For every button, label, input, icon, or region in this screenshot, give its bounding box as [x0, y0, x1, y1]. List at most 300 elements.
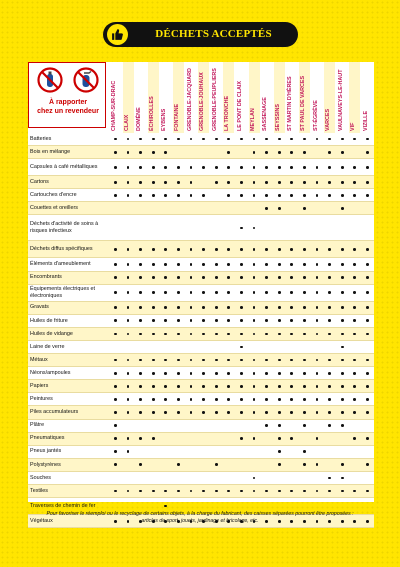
accepted-dot — [177, 194, 180, 197]
accepted-dot — [127, 248, 130, 251]
accepted-dot — [164, 151, 167, 154]
accepted-dot — [127, 291, 130, 294]
accepted-dot — [227, 263, 230, 266]
accepted-dot — [215, 248, 218, 251]
accepted-dot — [341, 181, 344, 184]
accepted-dot — [303, 385, 306, 388]
waste-label: Papiers — [30, 383, 49, 390]
accepted-dot — [341, 346, 344, 349]
accepted-dot — [127, 385, 130, 388]
accepted-dot — [278, 276, 281, 279]
accepted-dot — [265, 424, 268, 427]
accepted-dot — [278, 424, 281, 427]
accepted-dot — [341, 194, 344, 197]
accepted-dot — [278, 411, 281, 414]
accepted-dot — [114, 450, 117, 453]
accepted-dot — [139, 263, 142, 266]
accepted-dot — [353, 398, 356, 401]
accepted-dot — [190, 372, 193, 375]
accepted-dot — [253, 181, 256, 184]
accepted-dot — [278, 333, 281, 336]
accepted-dot — [253, 248, 256, 251]
accepted-dot — [127, 450, 130, 453]
accepted-dot — [127, 276, 130, 279]
accepted-dot — [127, 411, 130, 414]
accepted-dot — [290, 248, 293, 251]
accepted-dot — [152, 263, 155, 266]
accepted-dot — [353, 166, 356, 169]
accepted-dot — [328, 333, 331, 336]
accepted-dot — [177, 138, 180, 141]
accepted-dot — [127, 181, 130, 184]
accepted-dot — [139, 411, 142, 414]
accepted-dot — [353, 319, 356, 322]
accepted-dot — [328, 490, 331, 493]
footnote: Pour favoriser le réemploi ou le recyclage de certains objets, à la charge du fabricant, des caisses séparées pourront être proposées : articles de sport, jouets, jardinage et bricolage, etc. — [46, 511, 354, 524]
waste-label: Traverses de chemin de fer — [30, 502, 96, 509]
accepted-dot — [303, 359, 306, 362]
accepted-dot — [227, 490, 230, 493]
accepted-dot — [341, 372, 344, 375]
accepted-dot — [127, 306, 130, 309]
accepted-dot — [278, 398, 281, 401]
accepted-dot — [152, 291, 155, 294]
accepted-dot — [278, 207, 281, 210]
accepted-dot — [215, 359, 218, 362]
accepted-dot — [328, 263, 331, 266]
accepted-dot — [328, 194, 331, 197]
accepted-dot — [265, 398, 268, 401]
accepted-dot — [316, 411, 319, 414]
accepted-dot — [177, 359, 180, 362]
accepted-dot — [190, 385, 193, 388]
accepted-dot — [353, 248, 356, 251]
accepted-dot — [202, 411, 205, 414]
accepted-dot — [303, 490, 306, 493]
waste-label: Déchets diffus spécifiques — [30, 246, 93, 253]
accepted-dot — [278, 359, 281, 362]
accepted-dot — [202, 359, 205, 362]
accepted-dot — [164, 490, 167, 493]
accepted-dot — [303, 450, 306, 453]
accepted-dot — [190, 194, 193, 197]
accepted-dot — [202, 372, 205, 375]
accepted-dot — [227, 333, 230, 336]
accepted-dot — [190, 248, 193, 251]
accepted-dot — [127, 437, 130, 440]
table-row — [28, 285, 374, 302]
accepted-dot — [240, 276, 243, 279]
accepted-dot — [353, 372, 356, 375]
accepted-dot — [366, 411, 369, 414]
accepted-dot — [265, 333, 268, 336]
waste-label: Bois en mélange — [30, 148, 71, 155]
accepted-dot — [290, 306, 293, 309]
accepted-dot — [290, 372, 293, 375]
waste-label: Polystyrènes — [30, 461, 61, 468]
waste-label: Gravats — [30, 304, 49, 311]
accepted-dot — [253, 263, 256, 266]
waste-label: Équipements électriques et électroniques — [30, 286, 96, 299]
accepted-dot — [114, 291, 117, 294]
waste-label: Batteries — [30, 135, 52, 142]
accepted-dot — [215, 372, 218, 375]
accepted-dot — [177, 411, 180, 414]
accepted-dot — [152, 166, 155, 169]
table-row — [28, 302, 374, 315]
accepted-dot — [278, 151, 281, 154]
accepted-dot — [114, 166, 117, 169]
accepted-dot — [366, 263, 369, 266]
waste-label: Souches — [30, 474, 51, 481]
accepted-dot — [127, 372, 130, 375]
accepted-dot — [316, 319, 319, 322]
accepted-dot — [202, 319, 205, 322]
accepted-dot — [341, 463, 344, 466]
accepted-dot — [278, 166, 281, 169]
table-row — [28, 433, 374, 446]
accepted-dot — [114, 463, 117, 466]
waste-label: Encombrants — [30, 274, 62, 281]
accepted-dot — [265, 276, 268, 279]
accepted-dot — [240, 437, 243, 440]
accepted-dot — [366, 359, 369, 362]
accepted-dot — [177, 248, 180, 251]
column-header: VIZILLE — [363, 110, 369, 131]
accepted-dot — [177, 463, 180, 466]
accepted-dot — [303, 194, 306, 197]
accepted-dot — [265, 359, 268, 362]
accepted-dot — [227, 398, 230, 401]
accepted-dot — [316, 194, 319, 197]
accepted-dot — [164, 359, 167, 362]
accepted-dot — [240, 333, 243, 336]
table-row — [28, 315, 374, 328]
accepted-dot — [139, 333, 142, 336]
reseller-label: À rapporter chez un revendeur — [37, 99, 99, 115]
accepted-dot — [240, 181, 243, 184]
table-row — [28, 420, 374, 433]
accepted-dot — [278, 138, 281, 141]
accepted-dot — [278, 450, 281, 453]
table-row — [28, 258, 374, 271]
accepted-dot — [190, 263, 193, 266]
accepted-dot — [278, 248, 281, 251]
accepted-dot — [366, 194, 369, 197]
accepted-dot — [227, 372, 230, 375]
accepted-dot — [265, 291, 268, 294]
accepted-dot — [353, 276, 356, 279]
accepted-dot — [265, 385, 268, 388]
waste-label: Plâtre — [30, 422, 45, 429]
accepted-dot — [353, 181, 356, 184]
accepted-dot — [227, 411, 230, 414]
column-headers — [110, 62, 374, 133]
accepted-dot — [303, 138, 306, 141]
waste-label: Cartouches d'encre — [30, 192, 77, 199]
column-header: SASSENAGE — [262, 97, 269, 131]
accepted-dot — [366, 166, 369, 169]
accepted-dot — [190, 333, 193, 336]
accepted-dot — [265, 248, 268, 251]
accepted-dot — [353, 490, 356, 493]
accepted-dot — [190, 490, 193, 493]
accepted-dot — [366, 372, 369, 375]
accepted-dot — [366, 306, 369, 309]
accepted-dot — [366, 276, 369, 279]
accepted-dot — [303, 263, 306, 266]
accepted-dot — [265, 490, 268, 493]
waste-label: Néons/ampoules — [30, 369, 71, 376]
accepted-dot — [290, 151, 293, 154]
accepted-dot — [240, 263, 243, 266]
accepted-dot — [366, 291, 369, 294]
accepted-dot — [253, 291, 256, 294]
accepted-dot — [265, 151, 268, 154]
table-row — [28, 367, 374, 380]
accepted-dot — [152, 319, 155, 322]
accepted-dot — [139, 319, 142, 322]
column-header: SEYSSINS — [274, 62, 285, 133]
accepted-dot — [114, 319, 117, 322]
accepted-dot — [240, 346, 243, 349]
accepted-dot — [190, 411, 193, 414]
accepted-dot — [253, 411, 256, 414]
accepted-dot — [341, 166, 344, 169]
accepted-dot — [215, 291, 218, 294]
accepted-dot — [227, 181, 230, 184]
accepted-dot — [290, 319, 293, 322]
accepted-dot — [316, 333, 319, 336]
accepted-dot — [152, 333, 155, 336]
accepted-dot — [177, 333, 180, 336]
accepted-dot — [265, 411, 268, 414]
accepted-dot — [278, 181, 281, 184]
accepted-dot — [290, 437, 293, 440]
accepted-dot — [227, 276, 230, 279]
accepted-dot — [290, 181, 293, 184]
accepted-dot — [253, 319, 256, 322]
accepted-dot — [215, 138, 218, 141]
accepted-dot — [114, 398, 117, 401]
title-banner — [103, 22, 298, 47]
accepted-dot — [265, 372, 268, 375]
accepted-dot — [341, 276, 344, 279]
accepted-dot — [303, 166, 306, 169]
table-row — [28, 328, 374, 341]
table-row — [28, 446, 374, 459]
table-row — [28, 272, 374, 285]
accepted-dot — [164, 372, 167, 375]
accepted-dot — [253, 166, 256, 169]
accepted-dot — [114, 263, 117, 266]
table-row — [28, 472, 374, 485]
accepted-dot — [265, 207, 268, 210]
accepted-dot — [227, 248, 230, 251]
accepted-dot — [253, 194, 256, 197]
accepted-dot — [366, 138, 369, 141]
accepted-dot — [316, 398, 319, 401]
accepted-dot — [240, 319, 243, 322]
accepted-dot — [114, 372, 117, 375]
accepted-dot — [202, 291, 205, 294]
accepted-dot — [328, 411, 331, 414]
accepted-dot — [152, 181, 155, 184]
accepted-dot — [190, 398, 193, 401]
accepted-dot — [114, 411, 117, 414]
table-row — [28, 202, 374, 215]
column-header: LE PONT DE CLAIX — [237, 80, 243, 131]
accepted-dot — [139, 398, 142, 401]
accepted-dot — [139, 306, 142, 309]
accepted-dot — [253, 372, 256, 375]
accepted-dot — [253, 437, 256, 440]
accepted-dot — [127, 398, 130, 401]
accepted-dot — [253, 477, 256, 480]
accepted-dot — [353, 194, 356, 197]
accepted-dot — [290, 490, 293, 493]
table-row — [28, 393, 374, 406]
column-header: EYBENS — [161, 108, 168, 131]
accepted-dot — [341, 319, 344, 322]
accepted-dot — [366, 333, 369, 336]
accepted-dot — [177, 306, 180, 309]
accepted-dot — [303, 411, 306, 414]
accepted-dot — [303, 181, 306, 184]
waste-label: Piles accumulateurs — [30, 409, 79, 416]
column-header: ST PAUL DE VARCES — [299, 62, 310, 133]
accepted-dot — [328, 424, 331, 427]
accepted-dot — [303, 333, 306, 336]
accepted-dot — [114, 151, 117, 154]
waste-label: Textiles — [30, 487, 48, 494]
accepted-dot — [177, 319, 180, 322]
accepted-dot — [240, 385, 243, 388]
accepted-dot — [341, 248, 344, 251]
accepted-dot — [177, 181, 180, 184]
accepted-dot — [316, 306, 319, 309]
accepted-dot — [139, 248, 142, 251]
accepted-dot — [328, 306, 331, 309]
accepted-dot — [353, 333, 356, 336]
accepted-dot — [164, 319, 167, 322]
accepted-dot — [227, 166, 230, 169]
accepted-dot — [164, 306, 167, 309]
accepted-dot — [328, 151, 331, 154]
table-row — [28, 380, 374, 393]
accepted-dot — [290, 398, 293, 401]
accepted-dot — [127, 319, 130, 322]
accepted-dot — [303, 424, 306, 427]
waste-label: Huiles de friture — [30, 317, 68, 324]
accepted-dot — [177, 385, 180, 388]
accepted-dot — [290, 411, 293, 414]
accepted-dot — [316, 372, 319, 375]
accepted-dot — [253, 385, 256, 388]
accepted-dot — [316, 437, 319, 440]
accepted-dot — [177, 166, 180, 169]
accepted-dot — [290, 166, 293, 169]
accepted-dot — [127, 151, 130, 154]
accepted-dot — [190, 166, 193, 169]
accepted-dot — [139, 194, 142, 197]
accepted-dot — [202, 385, 205, 388]
accepted-dot — [240, 372, 243, 375]
waste-label: Végétaux — [30, 517, 53, 524]
accepted-dot — [278, 437, 281, 440]
accepted-dot — [139, 359, 142, 362]
accepted-dot — [240, 291, 243, 294]
accepted-dot — [265, 263, 268, 266]
accepted-dot — [139, 463, 142, 466]
accepted-dot — [328, 398, 331, 401]
accepted-dot — [328, 166, 331, 169]
accepted-dot — [164, 248, 167, 251]
accepted-dot — [190, 138, 193, 141]
accepted-dot — [227, 319, 230, 322]
accepted-dot — [303, 248, 306, 251]
accepted-dot — [240, 248, 243, 251]
accepted-dot — [341, 359, 344, 362]
accepted-dot — [152, 398, 155, 401]
accepted-dot — [316, 359, 319, 362]
accepted-dot — [215, 463, 218, 466]
accepted-dot — [227, 138, 230, 141]
accepted-dot — [316, 463, 319, 466]
accepted-dot — [278, 463, 281, 466]
accepted-dot — [328, 372, 331, 375]
accepted-dot — [164, 276, 167, 279]
accepted-dot — [316, 138, 319, 141]
accepted-dot — [316, 291, 319, 294]
accepted-dot — [152, 411, 155, 414]
accepted-dot — [164, 181, 167, 184]
accepted-dot — [290, 291, 293, 294]
accepted-dot — [328, 291, 331, 294]
column-header: MEYLAN — [249, 62, 260, 133]
accepted-dot — [114, 181, 117, 184]
accepted-dot — [114, 138, 117, 141]
accepted-dot — [202, 138, 205, 141]
waste-label: Capsules à café métalliques — [30, 163, 98, 170]
accepted-dot — [265, 194, 268, 197]
column-header: VAULNAVEYS-LE-HAUT — [337, 69, 344, 131]
accepted-dot — [278, 490, 281, 493]
accepted-dot — [202, 333, 205, 336]
accepted-dot — [215, 411, 218, 414]
accepted-dot — [353, 359, 356, 362]
accepted-dot — [152, 194, 155, 197]
accepted-dot — [278, 319, 281, 322]
column-header: LA TRONCHE — [223, 62, 234, 133]
accepted-dot — [215, 181, 218, 184]
table-row — [28, 459, 374, 472]
accepted-dot — [240, 411, 243, 414]
accepted-dot — [139, 372, 142, 375]
accepted-dot — [114, 424, 117, 427]
table-row — [28, 485, 374, 498]
no-fire-extinguisher-icon — [73, 67, 99, 93]
accepted-dot — [177, 372, 180, 375]
accepted-dot — [278, 291, 281, 294]
accepted-dot — [366, 319, 369, 322]
accepted-dot — [303, 398, 306, 401]
accepted-dot — [366, 398, 369, 401]
accepted-dot — [240, 166, 243, 169]
accepted-dot — [341, 263, 344, 266]
accepted-dot — [253, 398, 256, 401]
table-row — [28, 176, 374, 189]
